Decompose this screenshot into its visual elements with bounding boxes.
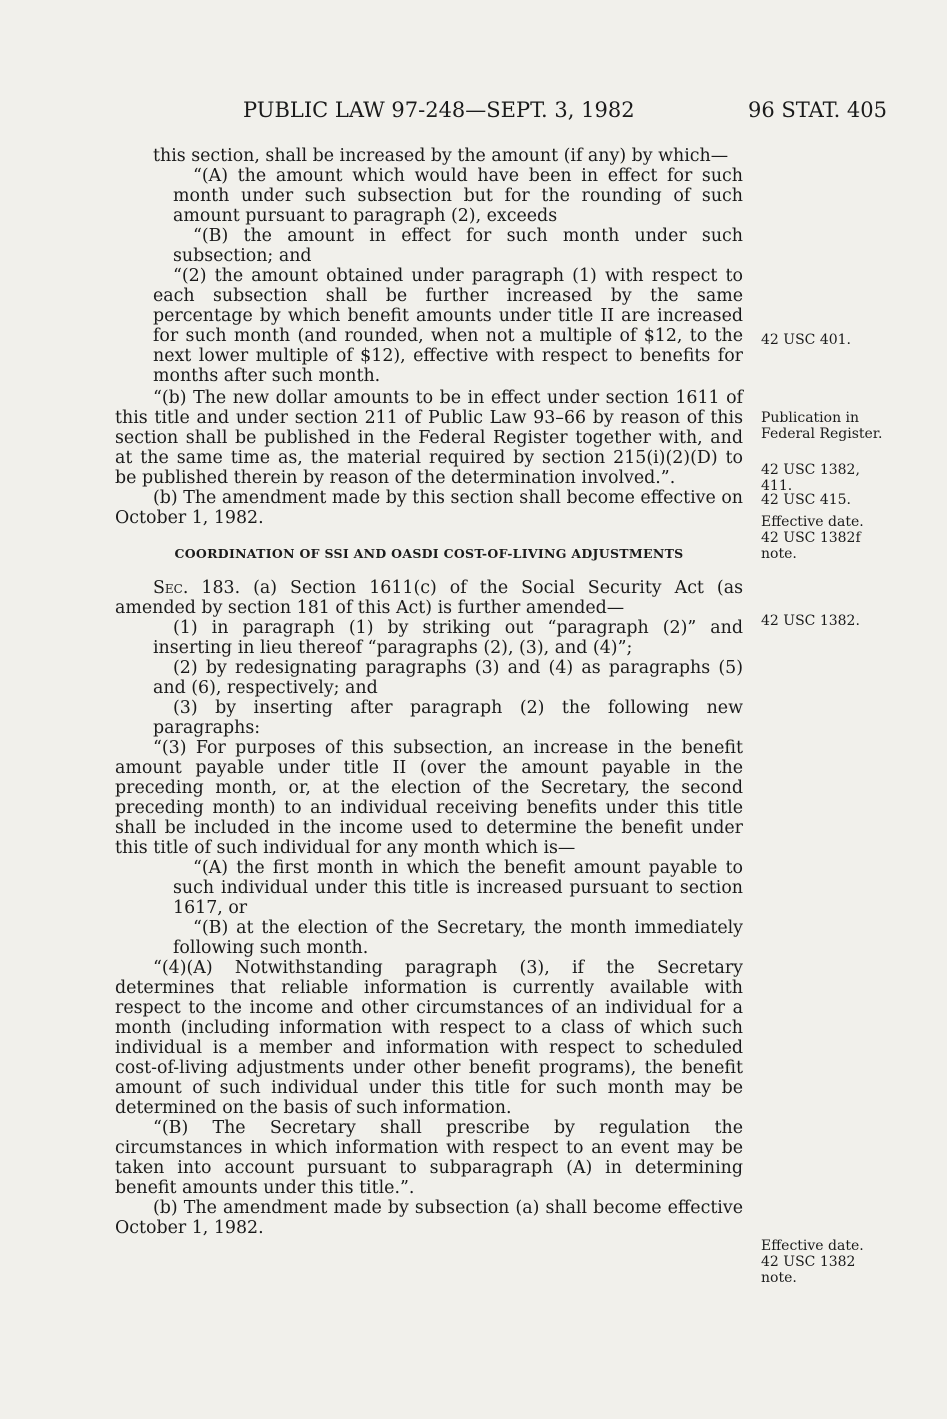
section-text: 183. (a) Section 1611(c) of the Social Security Act (as amended by section 181 of this Act) is further amended—: [115, 578, 743, 618]
page-body: [115, 146, 743, 1238]
margin-note: Publication in Federal Register.: [761, 410, 883, 442]
paragraph: “(b) The new dollar amounts to be in effect under section 1611 of this title and under section 211 of Public Law 93–66 by reason of this section shall be published in the Federal Register together with, and at the same time as, the material required by section 215(i)(2)(D) to be published therein by reason of the determination involved.”.: [115, 388, 743, 488]
page-header: [0, 98, 947, 132]
margin-note: 42 USC 415.: [761, 492, 851, 508]
section-heading: COORDINATION OF SSI AND OASDI COST-OF-LIVING ADJUSTMENTS: [174, 546, 684, 561]
margin-note: Effective date.: [761, 514, 864, 530]
paragraph: (b) The amendment made by subsection (a) shall become effective October 1, 1982.: [115, 1198, 743, 1238]
paragraph: “(A) the amount which would have been in effect for such month under such subsection but for the rounding of such amount pursuant to paragraph (2), exceeds: [173, 166, 743, 226]
paragraph: [115, 578, 743, 618]
paragraph: (2) by redesignating paragraphs (3) and (4) as paragraphs (5) and (6), respectively; and: [153, 658, 743, 698]
paragraph: (3) by inserting after paragraph (2) the following new paragraphs:: [153, 698, 743, 738]
paragraph: “(3) For purposes of this subsection, an increase in the benefit amount payable under title II (over the amount payable in the preceding month, or, at the election of the Secretary, the second preceding month) to an individual receiving benefits under this title shall be included in the income used to determine the benefit under this title of such individual for any month which is—: [115, 738, 743, 858]
margin-note: 42 USC 1382, 411.: [761, 462, 860, 494]
paragraph: “(B) The Secretary shall prescribe by regulation the circumstances in which information with respect to an event may be taken into account pursuant to subparagraph (A) in determining benefit amounts under this title.”.: [115, 1118, 743, 1198]
margin-note: 42 USC 401.: [761, 332, 851, 348]
paragraph: “(A) the first month in which the benefit amount payable to such individual under this title is increased pursuant to section 1617, or: [173, 858, 743, 918]
paragraph: “(B) at the election of the Secretary, the month immediately following such month.: [173, 918, 743, 958]
statute-page-number: 96 STAT. 405: [747, 98, 887, 122]
margin-note: 42 USC 1382f note.: [761, 530, 861, 562]
paragraph: “(2) the amount obtained under paragraph (1) with respect to each subsection shall be further increased by the same percentage by which benefit amounts under title II are increased for such month (and rounded, when not a multiple of $12, to the next lower multiple of $12), effective with respect to benefits for months after such month.: [153, 266, 743, 386]
paragraph: (1) in paragraph (1) by striking out “paragraph (2)” and inserting in lieu thereof “paragraphs (2), (3), and (4)”;: [153, 618, 743, 658]
paragraph: “(4)(A) Notwithstanding paragraph (3), if the Secretary determines that reliable information is currently available with respect to the income and other circumstances of an individual for a month (including information with respect to a class of which such individual is a member and information with respect to scheduled cost-of-living adjustments under other benefit programs), the benefit amount of such individual under this title for such month may be determined on the basis of such information.: [115, 958, 743, 1118]
paragraph: this section, shall be increased by the amount (if any) by which—: [153, 146, 729, 166]
paragraph: (b) The amendment made by this section shall become effective on October 1, 1982.: [115, 488, 743, 528]
margin-note: 42 USC 1382 note.: [761, 1254, 856, 1286]
running-title: PUBLIC LAW 97-248—SEPT. 3, 1982: [243, 98, 635, 122]
section-label: Sec.: [153, 578, 189, 598]
paragraph: “(B) the amount in effect for such month under such subsection; and: [173, 226, 743, 266]
margin-note: Effective date.: [761, 1238, 864, 1254]
margin-note: 42 USC 1382.: [761, 613, 860, 629]
